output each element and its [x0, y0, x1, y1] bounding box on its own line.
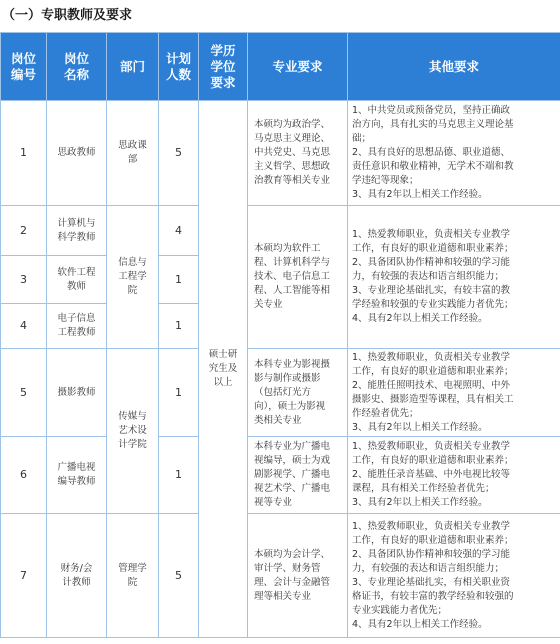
post-id: 6 [1, 437, 47, 514]
post-id: 2 [1, 206, 47, 256]
post-id: 5 [1, 349, 47, 437]
header-major-req: 专业要求 [248, 33, 348, 101]
department: 传媒与 艺术设 计学院 [107, 349, 159, 514]
header-department: 部门 [107, 33, 159, 101]
post-name: 软件工程 教师 [47, 256, 107, 304]
post-id: 4 [1, 304, 47, 349]
post-name: 思政教师 [47, 101, 107, 206]
post-name: 电子信息 工程教师 [47, 304, 107, 349]
post-name: 计算机与 科学教师 [47, 206, 107, 256]
plan-count: 1 [159, 349, 199, 437]
recruitment-table [0, 32, 560, 638]
plan-count: 1 [159, 256, 199, 304]
plan-count: 1 [159, 437, 199, 514]
table-row [1, 206, 560, 256]
plan-count: 4 [159, 206, 199, 256]
department: 信息与 工程学 院 [107, 206, 159, 349]
other-requirement: 1、热爱教师职业，负责相关专业教学 工作，有良好的职业道德和职业素养； 2、能胜任录音基础、中外电视比较等 课程，具有相关工作经验者优先； 3、具有2年以上相关工作经验。 [348, 437, 560, 514]
header-post-id: 岗位 编号 [1, 33, 47, 101]
post-id: 7 [1, 514, 47, 638]
plan-count: 5 [159, 101, 199, 206]
header-other-req: 其他要求 [348, 33, 560, 101]
post-name: 摄影教师 [47, 349, 107, 437]
plan-count: 5 [159, 514, 199, 638]
table-row [1, 437, 560, 514]
major-requirement: 本硕均为政治学、 马克思主义理论、 中共党史、马克思 主义哲学、思想政 治教育等相关专业 [248, 101, 348, 206]
major-requirement: 本科专业为影视摄 影与制作或摄影 （包括灯光方 向），硕士为影视 类相关专业 [248, 349, 348, 437]
header-degree: 学历 学位 要求 [199, 33, 248, 101]
header-post-name: 岗位 名称 [47, 33, 107, 101]
degree-requirement: 硕士研 究生及 以上 [199, 101, 248, 638]
header-plan-count: 计划 人数 [159, 33, 199, 101]
table-row [1, 349, 560, 437]
other-requirement: 1、热爱教师职业，负责相关专业教学 工作，有良好的职业道德和职业素养； 2、能胜任照明技术、电视照明、中外 摄影史、摄影造型等课程，具有相关工 作经验者优先； 3、具有2年以上相关工作经验。 [348, 349, 560, 437]
table-header-row [1, 33, 560, 101]
table-row [1, 101, 560, 206]
department: 思政课 部 [107, 101, 159, 206]
other-requirement: 1、热爱教师职业，负责相关专业教学 工作，有良好的职业道德和职业素养； 2、具备团队协作精神和较强的学习能 力，有较强的表达和语言组织能力； 3、专业理论基础扎实，有相关职业资 格证书，有较丰富的教学经验和较强的 专业实践能力者优先； 4、具有2年以上相关工作经验。 [348, 514, 560, 638]
other-requirement: 1、热爱教师职业，负责相关专业教学 工作，有良好的职业道德和职业素养； 2、具备团队协作精神和较强的学习能 力，有较强的表达和语言组织能力； 3、专业理论基础扎实，有较丰富的教 学经验和较强的专业实践能力者优先； 4、具有2年以上相关工作经验。 [348, 206, 560, 349]
plan-count: 1 [159, 304, 199, 349]
post-name: 财务/会 计教师 [47, 514, 107, 638]
post-id: 1 [1, 101, 47, 206]
major-requirement: 本科专业为广播电 视编导，硕士为戏 剧影视学、广播电 视艺术学、广播电 视等专业 [248, 437, 348, 514]
post-id: 3 [1, 256, 47, 304]
post-name: 广播电视 编导教师 [47, 437, 107, 514]
major-requirement: 本硕均为软件工 程、计算机科学与 技术、电子信息工 程、人工智能等相 关专业 [248, 206, 348, 349]
table-row [1, 514, 560, 638]
section-title: （一）专职教师及要求 [2, 8, 133, 23]
department: 管理学 院 [107, 514, 159, 638]
major-requirement: 本硕均为会计学、 审计学、财务管 理、会计与金融管 理等相关专业 [248, 514, 348, 638]
other-requirement: 1、中共党员或预备党员，坚持正确政 治方向，具有扎实的马克思主义理论基 础； 2、具有良好的思想品德、职业道德、 责任意识和敬业精神，无学术不端和教 学违纪等现象； 3、具有2年以上相关工作经验。 [348, 101, 560, 206]
